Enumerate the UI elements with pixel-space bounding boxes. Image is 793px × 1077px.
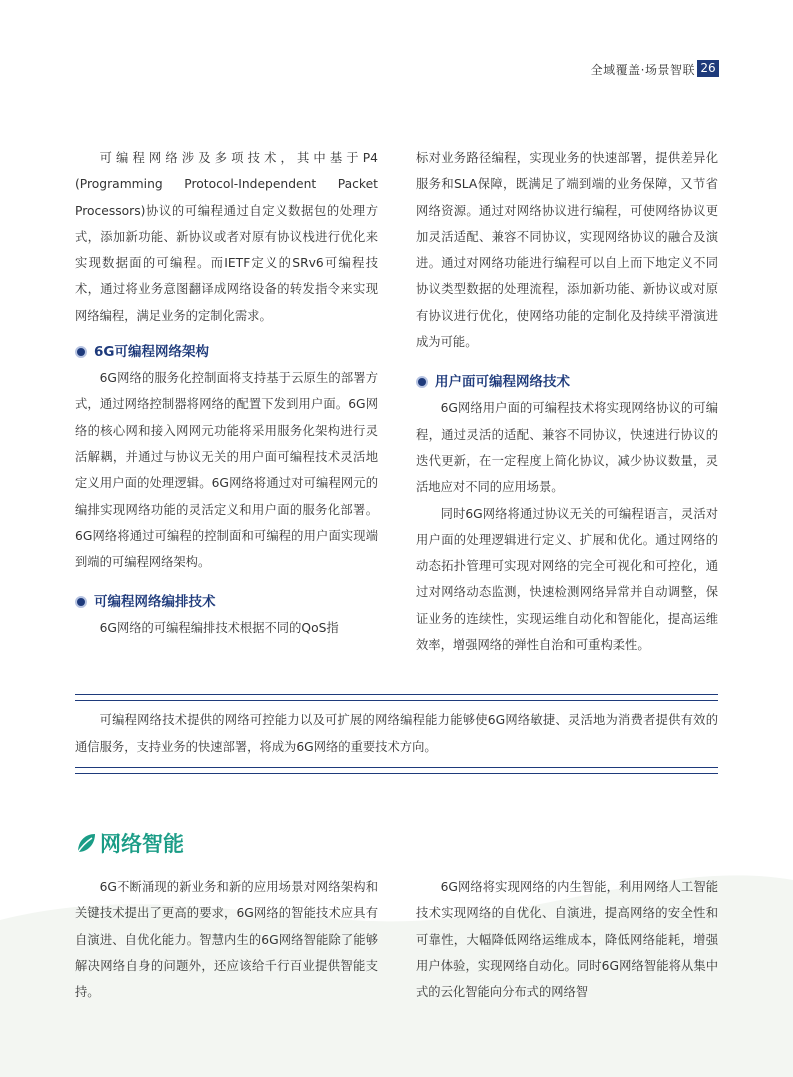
orchestration-paragraph: 6G网络的可编程编排技术根据不同的QoS指: [99, 621, 339, 636]
architecture-paragraph: 6G网络的服务化控制面将支持基于云原生的部署方式，通过网络控制器将网络的配置下发到用户面。6G网络的核心网和接入网网元功能将采用服务化架构进行灵活解耦，并通过与协议无关的用户面可编程技术灵活地定义用户面的处理逻辑。6G网络将通过对可编程网元的编排实现网络功能的灵活定义和用户面的服务化部署。6G网络将通过可编程的控制面和可编程的用户面实现端到端的可编程网络架构。: [75, 371, 378, 570]
section-title: 网络智能: [100, 832, 184, 856]
divider-top: [75, 694, 718, 701]
bullet-icon: [75, 596, 87, 608]
leaf-icon: [76, 832, 96, 854]
page-number: 26: [697, 60, 719, 77]
section-heading-text: 6G可编程网络架构: [94, 343, 209, 360]
intelligence-left-paragraph: 6G不断涌现的新业务和新的应用场景对网络架构和关键技术提出了更高的要求，6G网络的智能技术应具有自演进、自优化能力。智慧内生的6G网络智能除了能够解决网络自身的问题外，还应该给千行百业提供智能支持。: [75, 880, 378, 1000]
summary-box: [75, 694, 718, 774]
intelligence-left-column: [75, 874, 378, 1005]
section-heading-text: 可编程网络编排技术: [94, 594, 216, 611]
section-heading-text: 用户面可编程网络技术: [435, 374, 570, 391]
intro-paragraph: 可编程网络涉及多项技术，其中基于P4 (Programming Protocol-Independent Packet Processors)协议的可编程通过自定义数据包的处理方式，添加新功能、新协议或者对原有协议栈进行优化来实现数据面的可编程。而IETF定义的SRv6可编程技术，通过将业务意图翻译成网络设备的转发指令来实现网络编程，满足业务的定制化需求。: [75, 151, 378, 323]
continuation-paragraph: 标对业务路径编程，实现业务的快速部署，提供差异化服务和SLA保障，既满足了端到端的业务保障，又节省网络资源。通过对网络协议进行编程，可使网络协议更加灵活适配、兼容不同协议，实现网络协议的融合及演进。通过对网络功能进行编程可以自上而下地定义不同协议类型数据的处理流程，添加新功能、新协议或对原有协议进行优化，使网络功能的定制化及持续平滑演进成为可能。: [416, 151, 718, 350]
bullet-icon: [416, 376, 428, 388]
right-column: [416, 145, 718, 658]
user-plane-paragraph-2: 同时6G网络将通过协议无关的可编程语言，灵活对用户面的处理逻辑进行定义、扩展和优化。通过网络的动态拓扑管理可实现对网络的完全可视化和可控化，通过对网络动态监测，快速检测网络异常并自动调整，保证业务的连续性，实现运维自动化和智能化，提高运维效率，增强网络的弹性自治和可重构柔性。: [416, 506, 718, 653]
intelligence-right-column: [416, 874, 718, 1005]
header-title: 全域覆盖·场景智联: [590, 63, 695, 77]
bullet-icon: [75, 346, 87, 358]
section-heading-architecture: [75, 339, 378, 365]
section-heading-network-intelligence: [76, 828, 184, 858]
summary-text: 可编程网络技术提供的网络可控能力以及可扩展的网络编程能力能够使6G网络敏捷、灵活地为消费者提供有效的通信服务，支持业务的快速部署，将成为6G网络的重要技术方向。: [75, 713, 718, 754]
divider-bottom: [75, 767, 718, 774]
intelligence-right-paragraph: 6G网络将实现网络的内生智能，利用网络人工智能技术实现网络的自优化、自演进，提高网络的安全性和可靠性，大幅降低网络运维成本，降低网络能耗，增强用户体验，实现网络自动化。同时6G网络智能将从集中式的云化智能向分布式的网络智: [416, 880, 718, 1000]
left-column: [75, 145, 378, 642]
section-heading-user-plane: [416, 369, 718, 395]
section-heading-orchestration: [75, 589, 378, 615]
user-plane-paragraph-1: 6G网络用户面的可编程技术将实现网络协议的可编程，通过灵活的适配、兼容不同协议，快速进行协议的迭代更新，在一定程度上简化协议，减少协议数量，灵活地应对不同的应用场景。: [416, 401, 718, 495]
